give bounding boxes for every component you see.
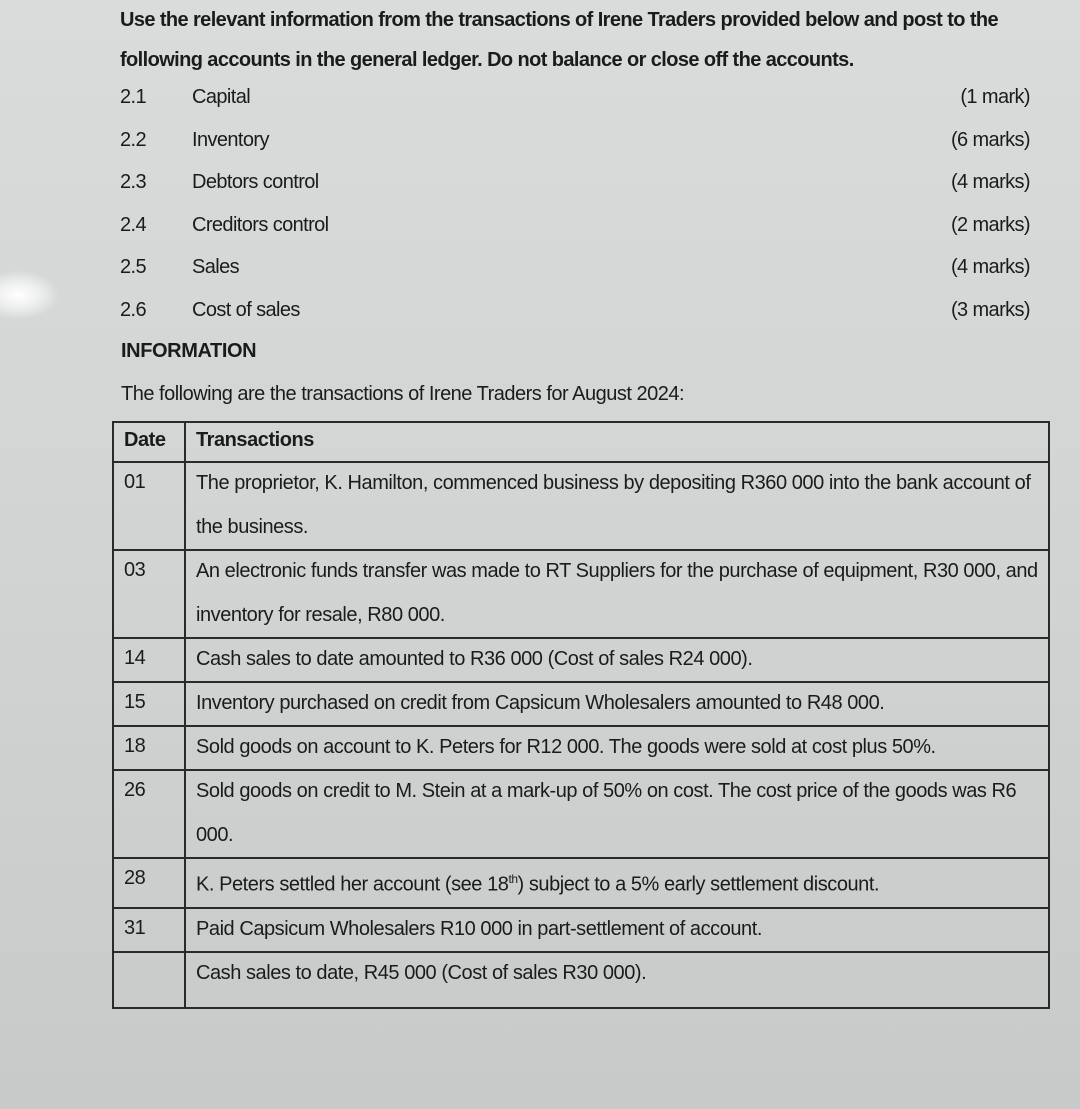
account-name: Sales	[192, 256, 240, 278]
account-number: 2.3	[120, 171, 147, 193]
account-item	[120, 121, 1030, 164]
row-transaction-text	[196, 857, 1038, 907]
row-date: 15	[113, 682, 185, 726]
table-row	[113, 682, 1049, 726]
account-list	[120, 78, 1030, 333]
row-date: 14	[113, 638, 185, 682]
account-number: 2.4	[120, 213, 147, 236]
row-text-part: K. Peters settled her account (see 18	[196, 873, 509, 896]
table-row	[113, 726, 1049, 770]
account-item	[120, 163, 1030, 206]
transactions-column-header: Transactions	[185, 422, 1049, 462]
account-name: Capital	[192, 86, 251, 108]
account-name: Cost of sales	[192, 298, 300, 321]
row-transaction-text: Paid Capsicum Wholesalers R10 000 in part-settlement of account.	[196, 917, 762, 940]
row-transaction	[185, 638, 1049, 682]
account-number: 2.6	[120, 298, 147, 321]
account-number: 2.5	[120, 256, 147, 278]
table-row	[113, 858, 1049, 908]
row-text-part: ) subject to a 5% early settlement discount.	[517, 873, 880, 896]
instructions-line-2: following accounts in the general ledger. Do not balance or close off the accounts.	[120, 49, 854, 71]
row-date: 31	[113, 908, 185, 952]
table-row	[113, 638, 1049, 682]
row-transaction-text: The proprietor, K. Hamilton, commenced business by depositing R360 000 into the bank account of the business.	[196, 472, 1031, 538]
row-transaction	[185, 726, 1049, 770]
account-item	[120, 248, 1030, 291]
row-transaction-text: Sold goods on account to K. Peters for R12 000. The goods were sold at cost plus 50%.	[196, 736, 936, 758]
row-date: 01	[113, 462, 185, 550]
row-transaction	[185, 550, 1049, 638]
table-row	[113, 770, 1049, 858]
information-heading: INFORMATION	[121, 340, 257, 362]
account-item	[120, 291, 1030, 334]
row-transaction-text: Cash sales to date, R45 000 (Cost of sales R30 000).	[196, 961, 647, 984]
account-marks: (3 marks)	[950, 298, 1030, 321]
row-date: 03	[113, 550, 185, 638]
row-transaction	[185, 770, 1049, 858]
ordinal-suffix: th	[508, 872, 518, 886]
account-item	[120, 206, 1030, 249]
account-marks: (4 marks)	[950, 256, 1030, 278]
account-item	[120, 78, 1030, 121]
row-transaction	[185, 858, 1049, 908]
account-number: 2.1	[120, 86, 147, 108]
row-transaction-text: Inventory purchased on credit from Capsicum Wholesalers amounted to R48 000.	[196, 692, 885, 714]
account-marks: (6 marks)	[950, 128, 1030, 151]
row-date: 26	[113, 770, 185, 858]
date-column-header: Date	[113, 422, 185, 462]
account-marks: (2 marks)	[950, 213, 1030, 236]
account-name: Inventory	[192, 128, 269, 151]
row-date: 18	[113, 726, 185, 770]
table-row	[113, 908, 1049, 952]
row-date: 28	[113, 858, 185, 908]
row-transaction-text: Sold goods on credit to M. Stein at a mark-up of 50% on cost. The cost price of the goods was R6 000.	[196, 780, 1017, 846]
account-marks: (1 mark)	[960, 86, 1030, 108]
account-name: Debtors control	[192, 171, 319, 193]
row-transaction	[185, 682, 1049, 726]
row-transaction-text: Cash sales to date amounted to R36 000 (Cost of sales R24 000).	[196, 648, 753, 670]
instructions-line-1: Use the relevant information from the transactions of Irene Traders provided below and post to the	[120, 9, 999, 31]
row-transaction	[185, 462, 1049, 550]
table-row	[113, 952, 1049, 1008]
row-transaction	[185, 952, 1049, 1008]
transactions-table	[112, 421, 1050, 1009]
row-transaction	[185, 908, 1049, 952]
account-marks: (4 marks)	[950, 171, 1030, 193]
table-row	[113, 462, 1049, 550]
screen-glare	[0, 270, 60, 320]
table-row	[113, 550, 1049, 638]
account-name: Creditors control	[192, 213, 329, 236]
row-date	[113, 952, 185, 1008]
information-subtitle: The following are the transactions of Irene Traders for August 2024:	[121, 383, 685, 405]
table-header-row	[113, 422, 1049, 462]
account-number: 2.2	[120, 128, 147, 151]
row-transaction-text: An electronic funds transfer was made to RT Suppliers for the purchase of equipment, R30 000, and inventory for resale, R80 000.	[196, 560, 1038, 626]
instructions	[120, 0, 1040, 80]
